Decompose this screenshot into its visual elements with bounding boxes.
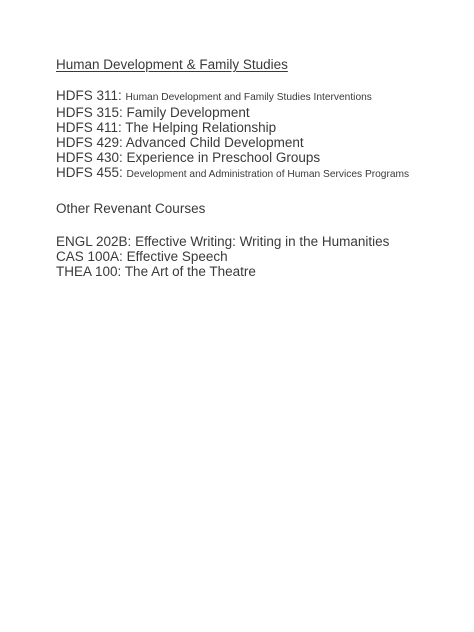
course-title: The Helping Relationship (125, 120, 277, 135)
course-item (56, 249, 456, 264)
section-heading-hdfs: Human Development & Family Studies (56, 57, 288, 72)
course-title: Advanced Child Development (125, 135, 304, 150)
course-code: CAS 100A: (56, 249, 123, 264)
course-title: Development and Administration of Human Services Programs (126, 169, 410, 180)
course-code: HDFS 430: (56, 150, 123, 165)
hdfs-course-list (56, 88, 456, 182)
course-title: Effective Speech (126, 249, 228, 264)
course-item (56, 105, 456, 120)
document-content (56, 56, 456, 279)
course-item (56, 120, 456, 135)
course-code: HDFS 315: (56, 105, 123, 120)
course-code: HDFS 455: (56, 165, 123, 180)
course-code: THEA 100: (56, 264, 122, 279)
course-code: ENGL 202B: (56, 234, 132, 249)
course-title: The Art of the Theatre (124, 264, 256, 279)
course-title: Effective Writing: Writing in the Humanities (135, 234, 390, 249)
course-item (56, 88, 456, 105)
course-code: HDFS 429: (56, 135, 123, 150)
other-course-list (56, 234, 456, 279)
course-item (56, 234, 456, 249)
course-title: Family Development (126, 105, 250, 120)
course-item (56, 135, 456, 150)
course-item (56, 264, 456, 279)
course-code: HDFS 311: (56, 88, 122, 103)
course-title: Human Development and Family Studies Interventions (125, 92, 372, 103)
course-item (56, 165, 456, 182)
course-item (56, 150, 456, 165)
section-heading-other: Other Revenant Courses (56, 201, 206, 216)
course-code: HDFS 411: (56, 120, 122, 135)
course-title: Experience in Preschool Groups (126, 150, 321, 165)
